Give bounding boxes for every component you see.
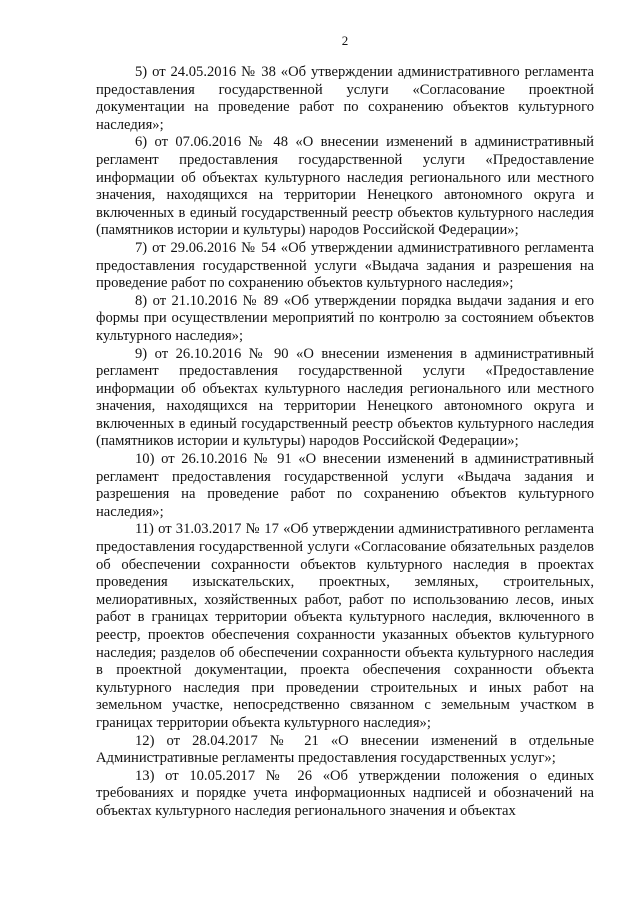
list-item-5: 5) от 24.05.2016 № 38 «Об утверждении административного регламента предоставления государственной услуги «Согласование проектной документации на проведение работ по сохранению объектов культурного наследия»; [96,64,594,133]
list-item-11: 11) от 31.03.2017 № 17 «Об утверждении административного регламента предоставления государственной услуги «Согласование обязательных разделов об обеспечении сохранности объектов культурного наследия в проектах проведения изыскательских, проектных, земляных, строительных, мелиоративных, хозяйственных работ, работ по использованию лесов, иных работ в границах территории объекта культурного наследия, включенного в реестр, проектов обеспечения сохранности указанных объектов культурного наследия; разделов об обеспечении сохранности объекта культурного наследия в проектной документации, проекта обеспечения сохранности объекта культурного наследия при проведении строительных и иных работ на земельном участке, непосредственно связанном с земельным участком в границах территории объекта культурного наследия»; [96,521,594,731]
list-item-7: 7) от 29.06.2016 № 54 «Об утверждении административного регламента предоставления государственной услуги «Выдача задания и разрешения на проведение работ по сохранению объектов культурного наследия»; [96,239,594,292]
list-item-10: 10) от 26.10.2016 № 91 «О внесении изменений в административный регламент предоставления государственной услуги «Выдача задания и разрешения на проведение работ по сохранению объектов культурного наследия»; [96,451,594,520]
page-number: 2 [341,33,349,48]
list-item-6: 6) от 07.06.2016 № 48 «О внесении изменений в административный регламент предоставления государственной услуги «Предоставление информации об объектах культурного наследия регионального или местного значения, находящихся на территории Ненецкого автономного округа и включенных в единый государственный реестр объектов культурного наследия (памятников истории и культуры) народов Российской Федерации»; [96,134,594,239]
list-item-12: 12) от 28.04.2017 № 21 «О внесении изменений в отдельные Административные регламенты предоставления государственных услуг»; [96,732,594,767]
list-item-13: 13) от 10.05.2017 № 26 «Об утверждении положения о единых требованиях и порядке учета информационных надписей и обозначений на объектах культурного наследия регионального значения и объектах [96,767,594,819]
list-item-8: 8) от 21.10.2016 № 89 «Об утверждении порядка выдачи задания и его формы при осуществлении мероприятий по контролю за состоянием объектов культурного наследия»; [96,292,594,344]
list-item-9: 9) от 26.10.2016 № 90 «О внесении изменения в административный регламент предоставления государственной услуги «Предоставление информации об объектах культурного наследия регионального или местного значения, находящихся на территории Ненецкого автономного округа и включенных в единый государственный реестр объектов культурного наследия (памятников истории и культуры) народов Российской Федерации»; [96,345,594,450]
